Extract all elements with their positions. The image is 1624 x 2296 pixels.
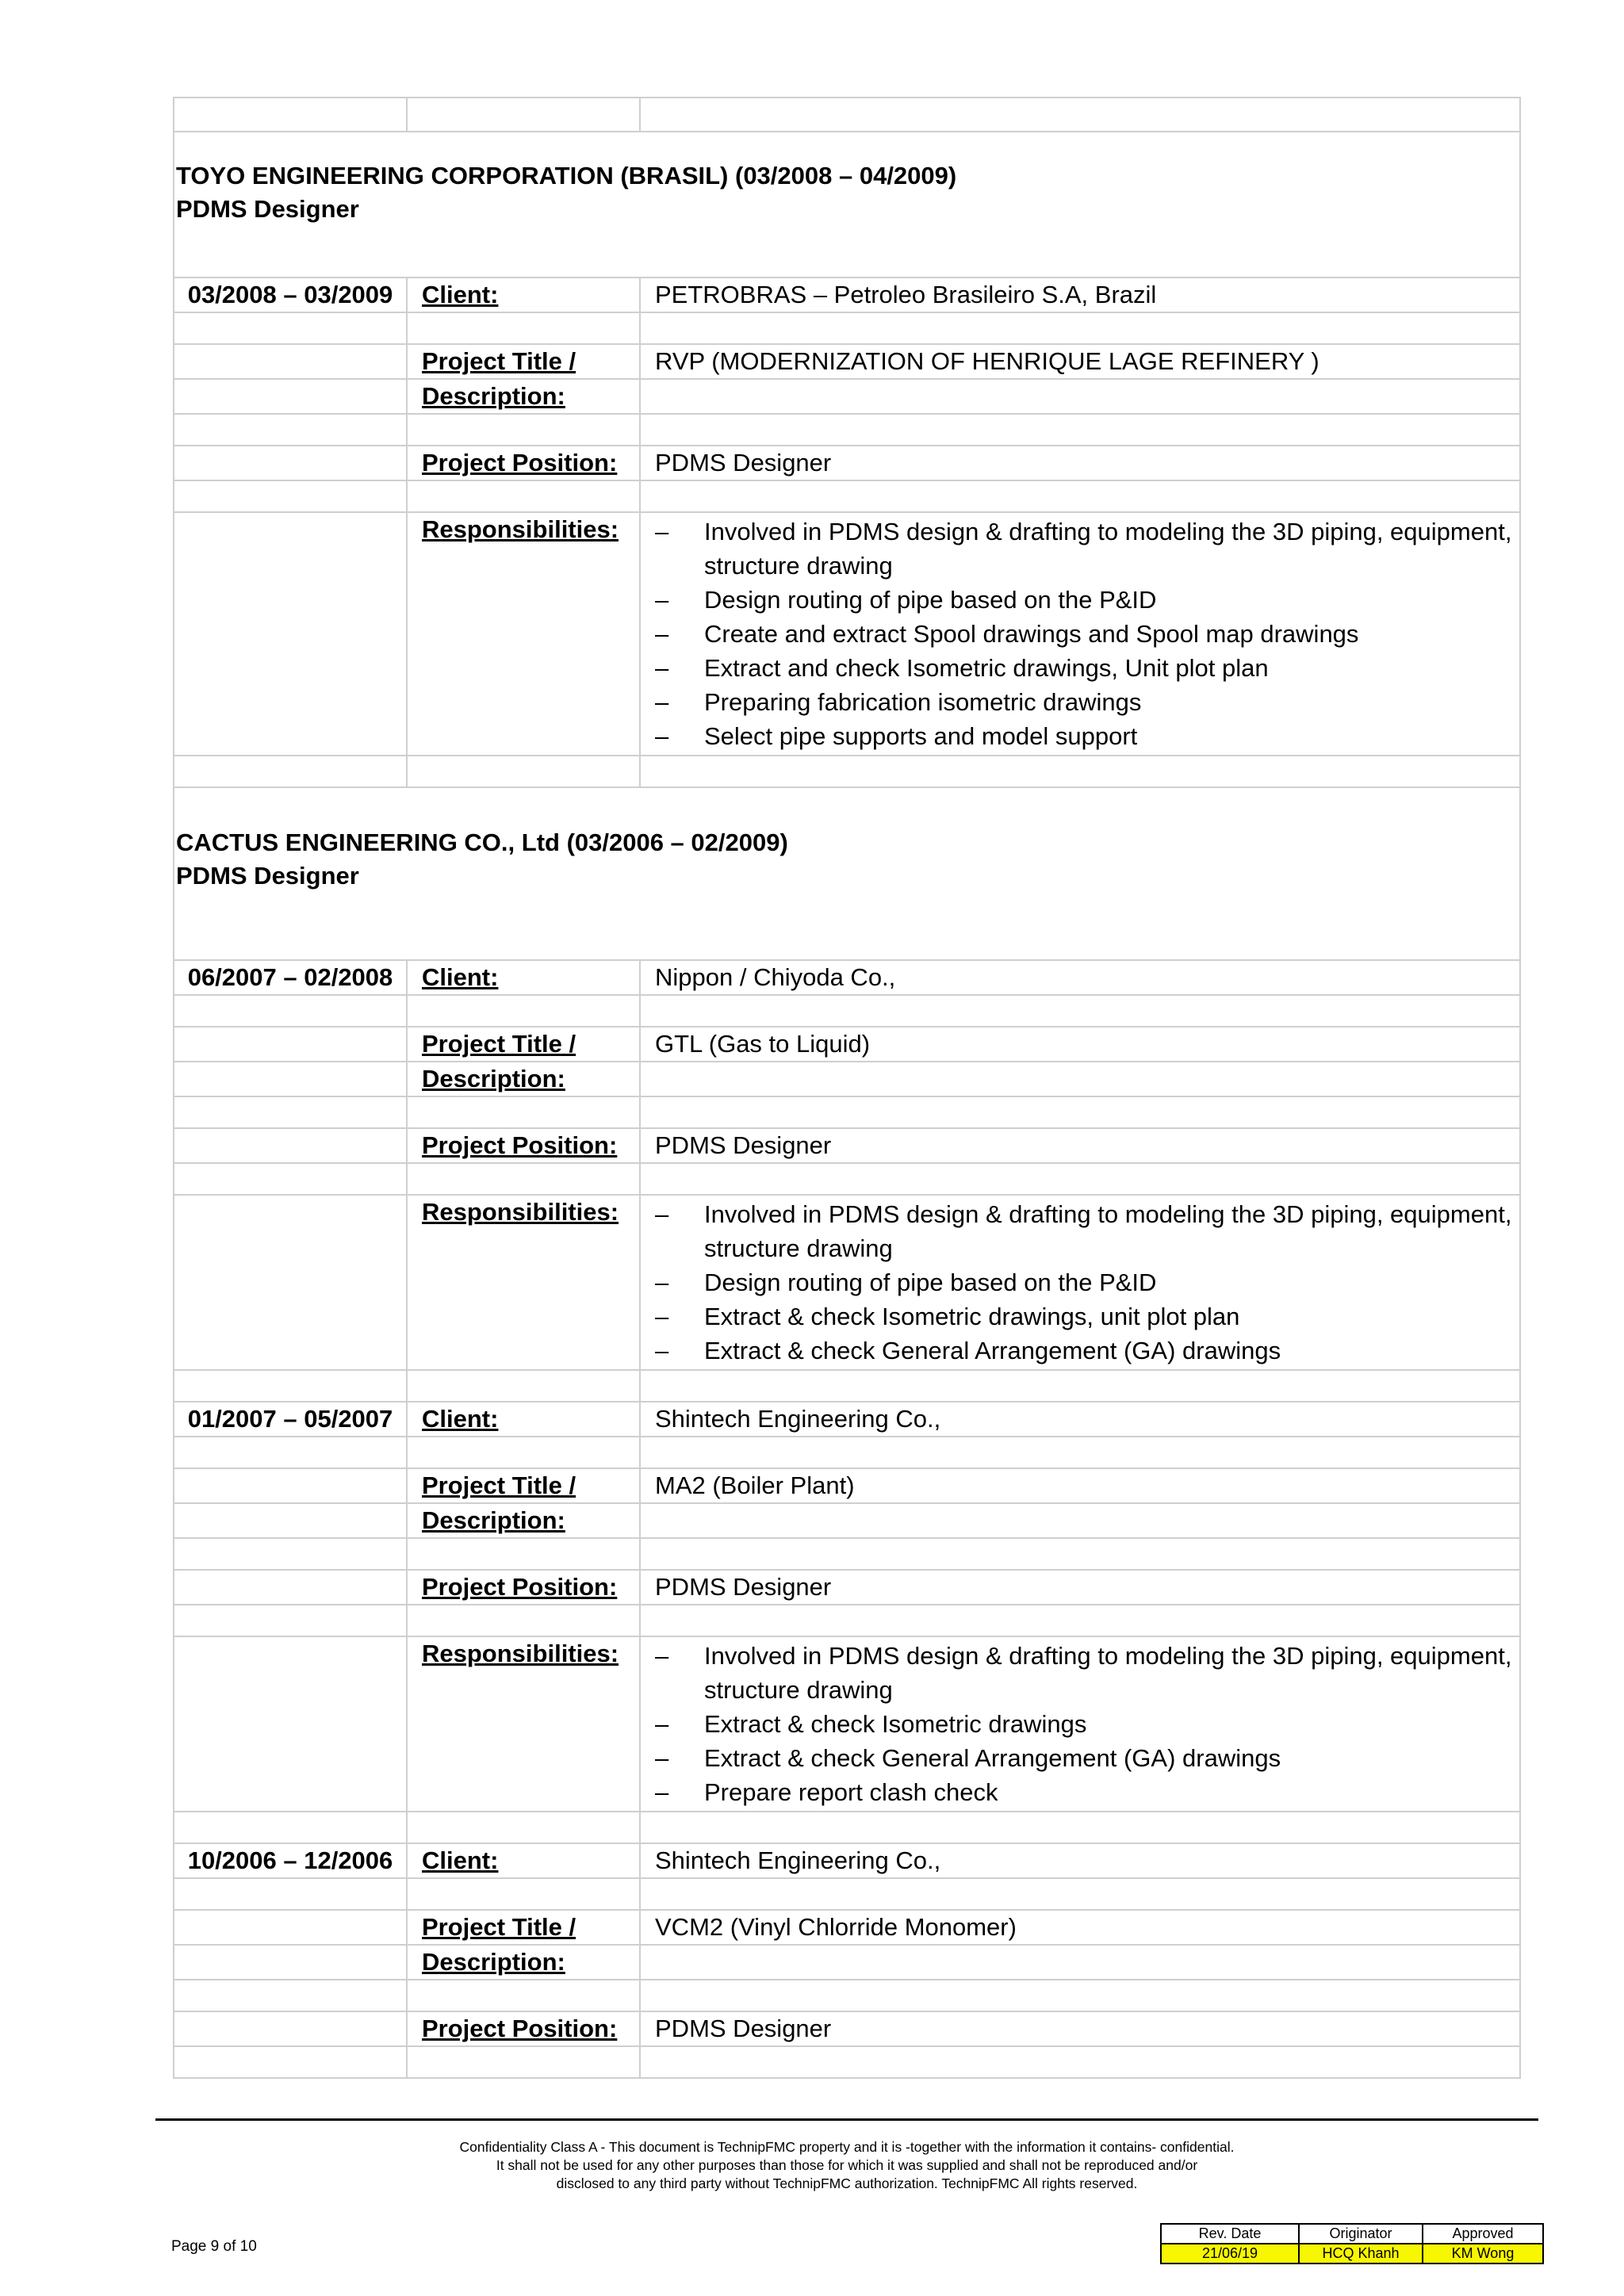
spacer-row (174, 480, 1520, 512)
spacer-row (174, 1980, 1520, 2011)
project-date: 06/2007 – 02/2008 (174, 960, 407, 995)
spacer-row (174, 2046, 1520, 2078)
client-row (174, 960, 1520, 995)
originator-value: HCQ Khanh (1299, 2244, 1423, 2263)
approved-value: KM Wong (1423, 2244, 1543, 2263)
project-position-value: PDMS Designer (640, 1128, 1520, 1163)
client-value: PETROBRAS – Petroleo Brasileiro S.A, Brazil (640, 277, 1520, 312)
project-date: 01/2007 – 05/2007 (174, 1402, 407, 1437)
revision-value-row (1161, 2244, 1543, 2263)
revision-table (1160, 2223, 1544, 2264)
list-item: – Extract & check Isometric drawings, unit plot plan (655, 1303, 1240, 1330)
responsibilities-label: Responsibilities: (407, 512, 640, 756)
spacer-row (174, 756, 1520, 787)
list-item: – Involved in PDMS design & drafting to modeling the 3D piping, equipment, structure drawing (655, 1200, 1512, 1262)
project-position-value: PDMS Designer (640, 2011, 1520, 2046)
list-item: – Extract & check General Arrangement (GA) drawings (655, 1744, 1281, 1772)
project-position-label: Project Position: (407, 2011, 640, 2046)
rev-date-header: Rev. Date (1161, 2224, 1299, 2244)
confidentiality-line: Confidentiality Class A - This document is TechnipFMC property and it is -together with the information it contains- confidential. (459, 2139, 1235, 2155)
project-title-label: Project Title / (407, 1468, 640, 1503)
spacer-row (174, 1812, 1520, 1843)
project-description-label: Description: (407, 379, 640, 414)
spacer-row (174, 1437, 1520, 1468)
client-row (174, 277, 1520, 312)
client-label: Client: (407, 960, 640, 995)
company-name: CACTUS ENGINEERING CO., Ltd (03/2006 – 02/2009) (176, 828, 788, 856)
client-label: Client: (407, 1843, 640, 1878)
originator-header: Originator (1299, 2224, 1423, 2244)
client-row (174, 1843, 1520, 1878)
client-value: Shintech Engineering Co., (640, 1402, 1520, 1437)
title-row (174, 1027, 1520, 1062)
responsibilities-list (655, 515, 1519, 753)
list-item: – Extract & check General Arrangement (GA) drawings (655, 1337, 1281, 1364)
title-row-2 (174, 1945, 1520, 1980)
page-number: Page 9 of 10 (171, 2238, 257, 2255)
rev-date-value: 21/06/19 (1161, 2244, 1299, 2263)
position-row (174, 2011, 1520, 2046)
spacer-row (174, 1370, 1520, 1402)
client-label: Client: (407, 277, 640, 312)
revision-header-row (1161, 2224, 1543, 2244)
company-role: PDMS Designer (176, 195, 359, 223)
approved-header: Approved (1423, 2224, 1543, 2244)
list-item: – Involved in PDMS design & drafting to modeling the 3D piping, equipment, structure drawing (655, 1642, 1512, 1704)
title-row-2 (174, 379, 1520, 414)
list-item: – Create and extract Spool drawings and Spool map drawings (655, 620, 1359, 648)
spacer-row (174, 1096, 1520, 1128)
confidentiality-line: It shall not be used for any other purposes than those for which it was supplied and shall not be reproduced and/or (496, 2157, 1198, 2173)
responsibilities-label: Responsibilities: (407, 1636, 640, 1812)
project-title-label: Project Title / (407, 1027, 640, 1062)
position-row (174, 1570, 1520, 1605)
title-row (174, 1910, 1520, 1945)
responsibilities-row (174, 1195, 1520, 1370)
company-role: PDMS Designer (176, 862, 359, 890)
responsibilities-list (655, 1197, 1519, 1368)
company-header-row (174, 787, 1520, 960)
project-position-label: Project Position: (407, 446, 640, 480)
project-title-value: MA2 (Boiler Plant) (640, 1468, 1520, 1503)
project-title-label: Project Title / (407, 1910, 640, 1945)
title-row-2 (174, 1062, 1520, 1096)
project-position-value: PDMS Designer (640, 1570, 1520, 1605)
list-item: – Prepare report clash check (655, 1778, 998, 1806)
spacer-row (174, 98, 1520, 132)
position-row (174, 1128, 1520, 1163)
spacer-row (174, 1538, 1520, 1570)
company-name: TOYO ENGINEERING CORPORATION (BRASIL) (03/2008 – 04/2009) (176, 162, 957, 189)
spacer-row (174, 1163, 1520, 1195)
title-row (174, 344, 1520, 379)
project-title-label: Project Title / (407, 344, 640, 379)
responsibilities-row (174, 512, 1520, 756)
project-date: 10/2006 – 12/2006 (174, 1843, 407, 1878)
experience-table (173, 97, 1521, 2079)
position-row (174, 446, 1520, 480)
project-title-value: GTL (Gas to Liquid) (640, 1027, 1520, 1062)
list-item: – Extract & check Isometric drawings (655, 1710, 1087, 1738)
list-item: – Select pipe supports and model support (655, 722, 1138, 750)
project-description-label: Description: (407, 1945, 640, 1980)
confidentiality-notice (155, 2138, 1538, 2193)
client-value: Nippon / Chiyoda Co., (640, 960, 1520, 995)
project-description-label: Description: (407, 1503, 640, 1538)
project-title-value: VCM2 (Vinyl Chlorride Monomer) (640, 1910, 1520, 1945)
list-item: – Design routing of pipe based on the P&ID (655, 1269, 1157, 1296)
list-item: – Design routing of pipe based on the P&ID (655, 586, 1157, 614)
responsibilities-label: Responsibilities: (407, 1195, 640, 1370)
responsibilities-row (174, 1636, 1520, 1812)
list-item: – Preparing fabrication isometric drawings (655, 688, 1142, 716)
project-title-value: RVP (MODERNIZATION OF HENRIQUE LAGE REFINERY ) (640, 344, 1520, 379)
title-row-2 (174, 1503, 1520, 1538)
client-value: Shintech Engineering Co., (640, 1843, 1520, 1878)
responsibilities-list (655, 1639, 1519, 1809)
project-position-value: PDMS Designer (640, 446, 1520, 480)
footer-divider (155, 2118, 1538, 2121)
client-row (174, 1402, 1520, 1437)
project-date: 03/2008 – 03/2009 (174, 277, 407, 312)
list-item: – Extract and check Isometric drawings, Unit plot plan (655, 654, 1269, 682)
company-header-row (174, 132, 1520, 277)
spacer-row (174, 414, 1520, 446)
spacer-row (174, 312, 1520, 344)
spacer-row (174, 1878, 1520, 1910)
confidentiality-line: disclosed to any third party without TechnipFMC authorization. TechnipFMC All rights reserved. (556, 2175, 1138, 2191)
spacer-row (174, 995, 1520, 1027)
title-row (174, 1468, 1520, 1503)
client-label: Client: (407, 1402, 640, 1437)
spacer-row (174, 1605, 1520, 1636)
project-position-label: Project Position: (407, 1570, 640, 1605)
project-position-label: Project Position: (407, 1128, 640, 1163)
list-item: – Involved in PDMS design & drafting to modeling the 3D piping, equipment, structure drawing (655, 518, 1512, 580)
project-description-label: Description: (407, 1062, 640, 1096)
